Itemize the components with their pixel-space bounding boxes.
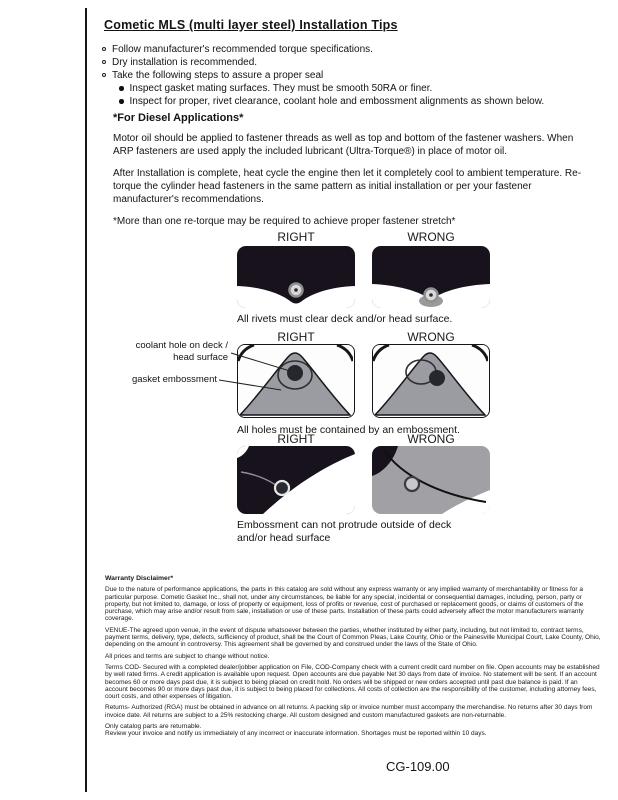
embossment-wrong-diagram bbox=[372, 446, 490, 514]
tip-text: Follow manufacturer's recommended torque specifications. bbox=[112, 44, 373, 55]
tip-text: Take the following steps to assure a proper seal bbox=[112, 70, 324, 81]
rivets-wrong-diagram bbox=[372, 246, 490, 308]
warranty-paragraph: Terms COD- Secured with a completed dealer/jobber application on File, COD-Company check with a current credit card number on file. Open accounts may be established by well rated firms. A credit application is available upon request. Open accounts are due payable Net 30 days from date of invoice. No statement will be sent. If an account becomes 60 or more days past due, it is subject to being placed on credit hold. No orders will be shipped or new orders accepted until past due balance is paid. If an account becomes 90 or more days past due, it is subject to being placed for collections. All costs of collection are the responsibility of the customer, including attorney fees, court costs, and other expenses of litigation. bbox=[105, 663, 600, 701]
catalog-page-number: CG-109.00 bbox=[386, 759, 450, 774]
diesel-paragraph: After Installation is complete, heat cycle the engine then let it completely cool to ambient temperature. Re-torque the cylinder head fasteners in the same pattern as initial installation or per your fastener manufacturer's recommendations. bbox=[113, 168, 582, 205]
rivets-right-label: RIGHT bbox=[277, 230, 315, 244]
holes-wrong-diagram bbox=[372, 344, 490, 418]
embossment-contained-illustration bbox=[237, 446, 355, 514]
warranty-heading: Warranty Disclaimer* bbox=[105, 575, 174, 582]
bullet-dot-icon bbox=[119, 86, 124, 91]
rivets-wrong-label: WRONG bbox=[407, 230, 455, 244]
rivets-right-diagram bbox=[237, 246, 355, 308]
tip-text: Inspect gasket mating surfaces. They must be smooth 50RA or finer. bbox=[129, 83, 433, 94]
holes-wrong-label: WRONG bbox=[407, 330, 455, 344]
bullet-circle-icon bbox=[102, 60, 106, 64]
holes-right-diagram bbox=[237, 344, 355, 418]
diesel-applications-section bbox=[113, 112, 583, 228]
tip-text: Dry installation is recommended. bbox=[112, 57, 258, 68]
embossment-right-diagram bbox=[237, 446, 355, 514]
rivet-clear-illustration bbox=[237, 246, 355, 308]
list-item bbox=[102, 43, 597, 56]
rivets-caption: All rivets must clear deck and/or head surface. bbox=[237, 313, 453, 325]
tip-text: Inspect for proper, rivet clearance, coolant hole and embossment alignments as shown below. bbox=[129, 96, 545, 107]
bullet-circle-icon bbox=[102, 47, 106, 51]
gasket-embossment-label: gasket embossment bbox=[131, 374, 217, 385]
warranty-paragraph: VENUE-The agreed upon venue, in the event of dispute whatsoever between the parties, whether instituted by either party, including, but not limited to, contract terms, payment terms, delivery, type, defects, sufficiency of product, shall be the Court of Common Pleas, Lake County, Ohio or the Painesville Municipal Court, Lake County, Ohio, depending on the amount in controversy. This agreement shall be governed by and construed under the laws of the State of Ohio. bbox=[105, 626, 601, 649]
hole-outside-illustration bbox=[373, 345, 488, 416]
hole-contained-illustration bbox=[238, 345, 353, 416]
holes-right-label: RIGHT bbox=[277, 330, 315, 344]
bullet-dot-icon bbox=[119, 99, 124, 104]
embossment-protruding-illustration bbox=[372, 446, 490, 514]
holes-caption: All holes must be contained by an embossment. bbox=[237, 424, 460, 436]
warranty-paragraph: All prices and terms are subject to change without notice. bbox=[105, 652, 270, 660]
rivet-touching-illustration bbox=[372, 246, 490, 308]
warranty-paragraph: Only catalog parts are returnable. bbox=[105, 723, 202, 731]
bullet-circle-icon bbox=[102, 73, 106, 77]
warranty-paragraph: Returns- Authorized (RGA) must be obtained in advance on all returns. A packing slip or invoice number must accompany the merchandise. No returns after 30 days from invoice date. All returns are subject to a 25% restocking charge. All custom designed and custom manufactured gaskets are non-returnable. bbox=[105, 704, 593, 719]
warranty-disclaimer-section bbox=[105, 575, 602, 742]
retorque-note: *More than one re-torque may be required to achieve proper fastener stretch* bbox=[113, 216, 456, 227]
list-item bbox=[119, 95, 597, 108]
coolant-hole-label: coolant hole on deck / head surface bbox=[135, 340, 228, 363]
list-item bbox=[119, 82, 597, 95]
page-title: Cometic MLS (multi layer steel) Installation Tips bbox=[104, 18, 398, 32]
list-item bbox=[102, 69, 597, 82]
list-item bbox=[102, 56, 597, 69]
diesel-paragraph: Motor oil should be applied to fastener threads as well as top and bottom of the fastener washers. When ARP fasteners are used apply the included lubricant (Ultra-Torque®) in place of motor oil. bbox=[113, 133, 574, 157]
diesel-heading: *For Diesel Applications* bbox=[113, 112, 244, 124]
embossment-right-label: RIGHT bbox=[277, 432, 315, 446]
left-border-rule bbox=[85, 8, 87, 792]
tips-list bbox=[102, 43, 597, 108]
warranty-paragraph: Due to the nature of performance applications, the parts in this catalog are sold without any express warranty or any implied warranty of merchantability or fitness for a particular purpose. Cometic Gasket Inc., shall not, under any circumstances, be liable for any special, incidental or consequential damages, including, person, party or property, but not limited to, damage, or loss of property or equipment, loss of profits or revenue, cost of purchased or replacement goods, or claims of customers of the purchase, which may arise and/or result from sale, installation or use of these parts. Installation of these parts could adversely affect the motor manufacturers warranty coverage. bbox=[105, 586, 584, 623]
embossment-caption: Embossment can not protrude outside of deck and/or head surface bbox=[237, 519, 452, 544]
embossment-wrong-label: WRONG bbox=[407, 432, 455, 446]
warranty-paragraph: Review your invoice and notify us immediately of any incorrect or inaccurate information. Shortages must be reported within 10 days. bbox=[105, 730, 487, 738]
